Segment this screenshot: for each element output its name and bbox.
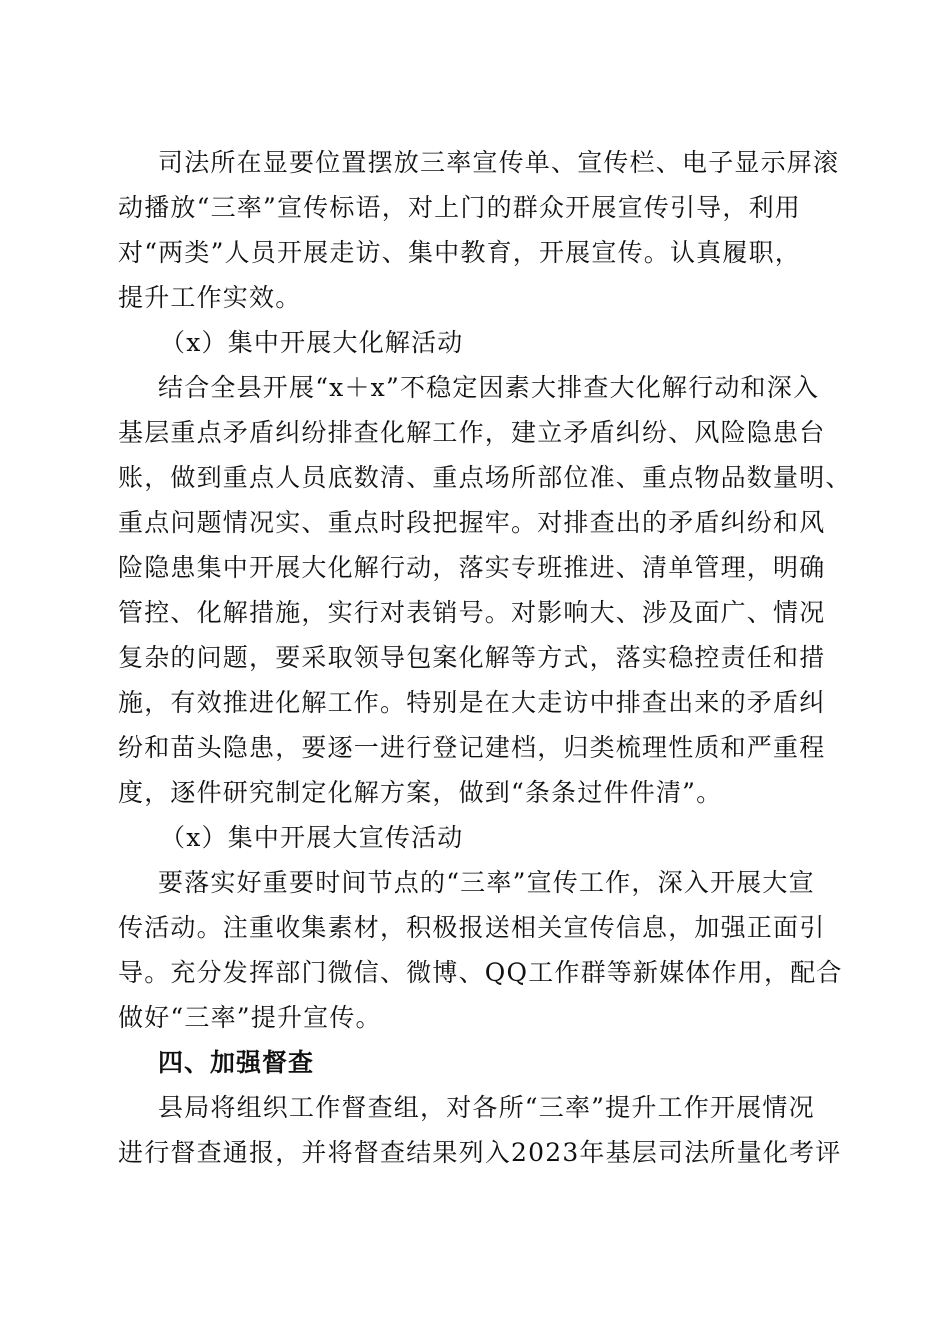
paragraph-line: 纷和苗头隐患，要逐一进行登记建档，归类梳理性质和严重程 bbox=[118, 733, 826, 762]
paragraph-line: 要落实好重要时间节点的“三率”宣传工作，深入开展大宣 bbox=[158, 868, 815, 897]
paragraph-line: 度，逐件研究制定化解方案，做到“条条过件件清”。 bbox=[118, 778, 723, 807]
paragraph-line: 结合全县开展“x＋x”不稳定因素大排查大化解行动和深入 bbox=[158, 373, 820, 402]
paragraph-line: 提升工作实效。 bbox=[118, 283, 302, 312]
paragraph-line: 复杂的问题，要采取领导包案化解等方式，落实稳控责任和措 bbox=[118, 643, 826, 672]
paragraph-line: 基层重点矛盾纠纷排查化解工作，建立矛盾纠纷、风险隐患台 bbox=[118, 418, 826, 447]
paragraph-line: 传活动。注重收集素材，积极报送相关宣传信息，加强正面引 bbox=[118, 913, 826, 942]
section-heading: 四、加强督查 bbox=[158, 1048, 315, 1077]
paragraph-line: 导。充分发挥部门微信、微博、QQ工作群等新媒体作用，配合 bbox=[118, 958, 843, 987]
paragraph-line: 做好“三率”提升宣传。 bbox=[118, 1003, 382, 1032]
paragraph-line: 险隐患集中开展大化解行动，落实专班推进、清单管理，明确 bbox=[118, 553, 826, 582]
paragraph-line: 施，有效推进化解工作。特别是在大走访中排查出来的矛盾纠 bbox=[118, 688, 826, 717]
paragraph-line: 司法所在显要位置摆放三率宣传单、宣传栏、电子显示屏滚 bbox=[158, 148, 840, 177]
paragraph-line: 县局将组织工作督查组，对各所“三率”提升工作开展情况 bbox=[158, 1093, 815, 1122]
paragraph-line: 管控、化解措施，实行对表销号。对影响大、涉及面广、情况 bbox=[118, 598, 826, 627]
section-subheading: （x）集中开展大化解活动 bbox=[160, 328, 464, 357]
paragraph-line: 账，做到重点人员底数清、重点场所部位准、重点物品数量明、 bbox=[118, 463, 852, 492]
paragraph-line: 进行督查通报，并将督查结果列入2023年基层司法所量化考评 bbox=[118, 1138, 842, 1167]
paragraph-line: 动播放“三率”宣传标语，对上门的群众开展宣传引导，利用 bbox=[118, 193, 801, 222]
section-subheading: （x）集中开展大宣传活动 bbox=[160, 823, 464, 852]
paragraph-line: 重点问题情况实、重点时段把握牢。对排查出的矛盾纠纷和风 bbox=[118, 508, 826, 537]
paragraph-line: 对“两类”人员开展走访、集中教育，开展宣传。认真履职， bbox=[118, 238, 801, 267]
